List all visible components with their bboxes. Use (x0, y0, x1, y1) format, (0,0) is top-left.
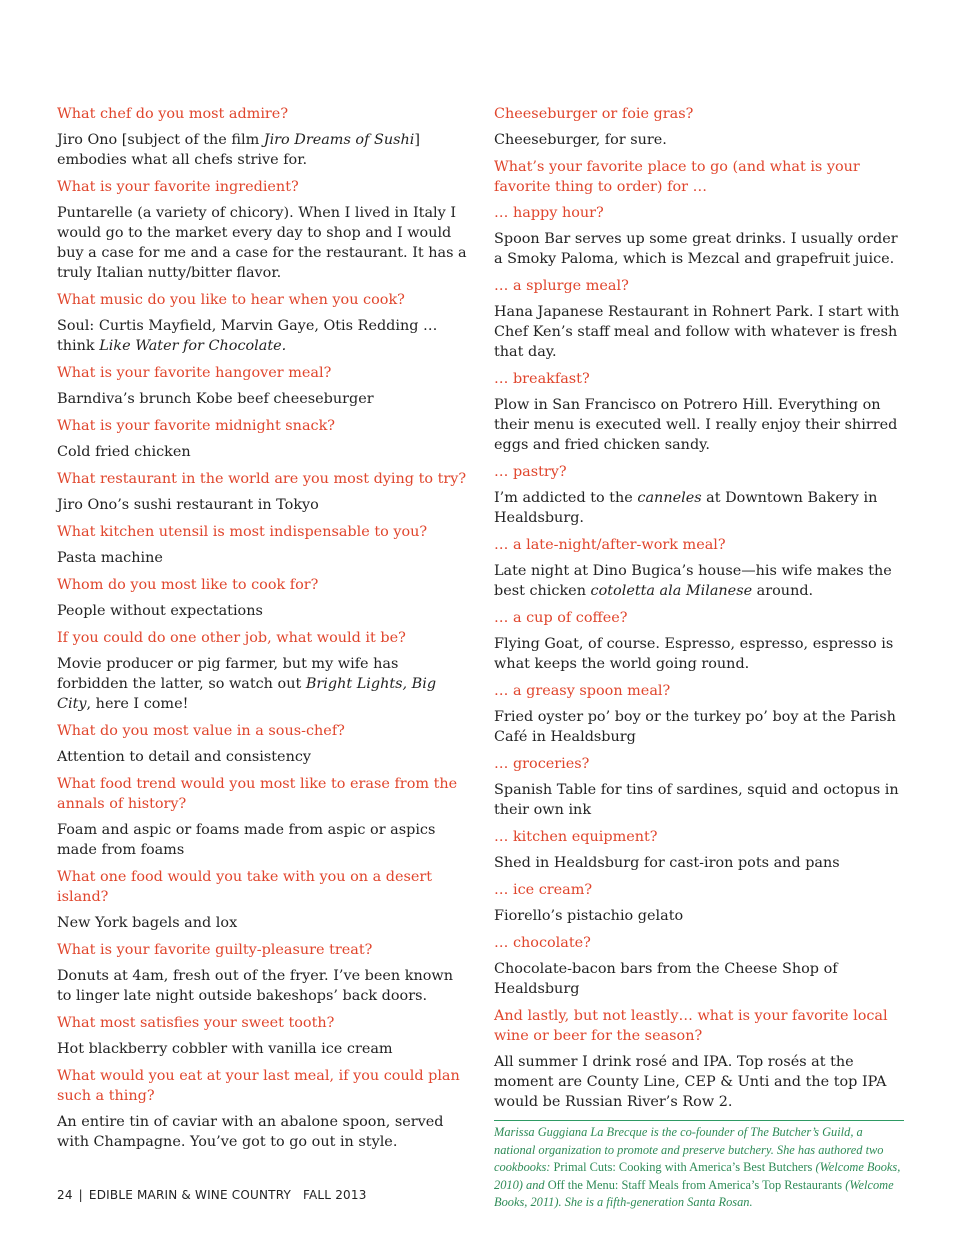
answer: Chocolate-bacon bars from the Cheese Shop of Healdsburg (494, 961, 838, 997)
left-qa-item (57, 721, 469, 767)
question: What kitchen utensil is most indispensable to you? (57, 524, 428, 540)
author-bio: Marissa Guggiana La Brecque is the co-founder of The Butcher’s Guild, a national organization to promote and preserve butchery. She has authored two cookbooks: Primal Cuts: Cooking with America’s Best Butchers (Welcome Books, 2010) and Off the Menu: Staff Meals from America’s Top Restaurants (Welcome Books, 2011). She is a fifth-generation Santa Rosan. (494, 1120, 904, 1212)
question: … a splurge meal? (494, 278, 629, 294)
left-qa-item (57, 774, 469, 860)
answer: People without expectations (57, 603, 263, 619)
answer: Fiorello’s pistachio gelato (494, 908, 684, 924)
question: And lastly, but not leastly… what is your favorite local wine or beer for the season? (494, 1008, 888, 1044)
question: … a cup of coffee? (494, 610, 628, 626)
left-qa-item (57, 416, 469, 462)
answer: Puntarelle (a variety of chicory). When I lived in Italy I would go to the market every day to shop and I would buy a case for me and a case for the restaurant. It has a truly Italian nutty/bitter flavor. (57, 205, 467, 281)
right-qa-list (494, 104, 904, 1112)
question: What would you eat at your last meal, if you could plan such a thing? (57, 1068, 460, 1104)
answer: Plow in San Francisco on Potrero Hill. Everything on their menu is executed well. I really enjoy their shirred eggs and fried chicken sandy. (494, 397, 898, 453)
left-qa-item (57, 522, 469, 568)
right-qa-item (494, 462, 904, 528)
answer: An entire tin of caviar with an abalone spoon, served with Champagne. You’ve got to go out in style. (57, 1114, 444, 1150)
question: … kitchen equipment? (494, 829, 658, 845)
answer: Hana Japanese Restaurant in Rohnert Park. I start with Chef Ken’s staff meal and follow with whatever is fresh that day. (494, 304, 900, 360)
right-qa-item (494, 369, 904, 455)
question: … ice cream? (494, 882, 593, 898)
footer-separator: | (78, 1188, 83, 1202)
answer: Soul: Curtis Mayfield, Marvin Gaye, Otis Redding … think Like Water for Chocolate. (57, 318, 438, 354)
answer: Pasta machine (57, 550, 163, 566)
question: … a late-night/after-work meal? (494, 537, 726, 553)
page-number: 24 (57, 1188, 73, 1202)
answer: Spanish Table for tins of sardines, squid and octopus in their own ink (494, 782, 899, 818)
answer: Attention to detail and consistency (57, 749, 312, 765)
right-qa-item (494, 535, 904, 601)
question: What is your favorite hangover meal? (57, 365, 332, 381)
answer: Donuts at 4am, fresh out of the fryer. I’ve been known to linger late night outside bakeshops’ back doors. (57, 968, 453, 1004)
question: … a greasy spoon meal? (494, 683, 671, 699)
question: What music do you like to hear when you cook? (57, 292, 405, 308)
left-qa-item (57, 469, 469, 515)
question: What most satisfies your sweet tooth? (57, 1015, 335, 1031)
answer: Foam and aspic or foams made from aspic or aspics made from foams (57, 822, 436, 858)
right-column (494, 104, 904, 1212)
right-qa-item (494, 827, 904, 873)
left-qa-item (57, 290, 469, 356)
left-qa-item (57, 575, 469, 621)
right-qa-item (494, 933, 904, 999)
question: What one food would you take with you on a desert island? (57, 869, 433, 905)
answer: Spoon Bar serves up some great drinks. I usually order a Smoky Paloma, which is Mezcal and grapefruit juice. (494, 231, 898, 267)
right-qa-item (494, 608, 904, 674)
question: … breakfast? (494, 371, 590, 387)
answer: Flying Goat, of course. Espresso, espresso, espresso is what keeps the world going round. (494, 636, 894, 672)
question: … chocolate? (494, 935, 591, 951)
answer: Movie producer or pig farmer, but my wife has forbidden the latter, so watch out Bright Lights, Big City, here I come! (57, 656, 437, 712)
answer: New York bagels and lox (57, 915, 238, 931)
question: What do you most value in a sous-chef? (57, 723, 345, 739)
left-qa-item (57, 1066, 469, 1152)
question: Cheeseburger or foie gras? (494, 106, 694, 122)
left-qa-item (57, 867, 469, 933)
issue-date: FALL 2013 (303, 1188, 367, 1202)
left-qa-item (57, 177, 469, 283)
right-qa-item (494, 203, 904, 269)
question: What is your favorite midnight snack? (57, 418, 336, 434)
answer: Cheeseburger, for sure. (494, 132, 667, 148)
answer: I’m addicted to the canneles at Downtown Bakery in Healdsburg. (494, 490, 878, 526)
left-column (57, 104, 469, 1159)
right-qa-item (494, 1006, 904, 1112)
question: If you could do one other job, what would it be? (57, 630, 406, 646)
left-qa-item (57, 363, 469, 409)
left-qa-item (57, 940, 469, 1006)
left-qa-item (57, 104, 469, 170)
page-footer (57, 1188, 367, 1202)
question: What chef do you most admire? (57, 106, 289, 122)
answer: Late night at Dino Bugica’s house—his wife makes the best chicken cotoletta ala Milanese around. (494, 563, 892, 599)
right-qa-item (494, 104, 904, 150)
question: What food trend would you most like to erase from the annals of history? (57, 776, 458, 812)
right-qa-item (494, 276, 904, 362)
answer: Jiro Ono’s sushi restaurant in Tokyo (57, 497, 319, 513)
answer: Hot blackberry cobbler with vanilla ice cream (57, 1041, 393, 1057)
left-qa-item (57, 1013, 469, 1059)
question: What restaurant in the world are you most dying to try? (57, 471, 467, 487)
question: … happy hour? (494, 205, 604, 221)
question: What’s your favorite place to go (and what is your favorite thing to order) for … (494, 159, 860, 195)
left-qa-item (57, 628, 469, 714)
right-qa-item (494, 681, 904, 747)
right-qa-item (494, 157, 904, 197)
answer: Cold fried chicken (57, 444, 191, 460)
question: Whom do you most like to cook for? (57, 577, 319, 593)
question: What is your favorite ingredient? (57, 179, 299, 195)
answer: Jiro Ono [subject of the film Jiro Dreams of Sushi] embodies what all chefs strive for. (57, 132, 420, 168)
question: … groceries? (494, 756, 590, 772)
question: What is your favorite guilty-pleasure treat? (57, 942, 373, 958)
question: … pastry? (494, 464, 567, 480)
answer: Barndiva’s brunch Kobe beef cheeseburger (57, 391, 374, 407)
publication-name: EDIBLE MARIN & WINE COUNTRY (88, 1188, 291, 1202)
answer: Shed in Healdsburg for cast-iron pots and pans (494, 855, 840, 871)
answer: All summer I drink rosé and IPA. Top rosés at the moment are County Line, CEP & Unti and the top IPA would be Russian River’s Row 2. (494, 1054, 887, 1110)
right-qa-item (494, 754, 904, 820)
answer: Fried oyster po’ boy or the turkey po’ boy at the Parish Café in Healdsburg (494, 709, 896, 745)
right-qa-item (494, 880, 904, 926)
